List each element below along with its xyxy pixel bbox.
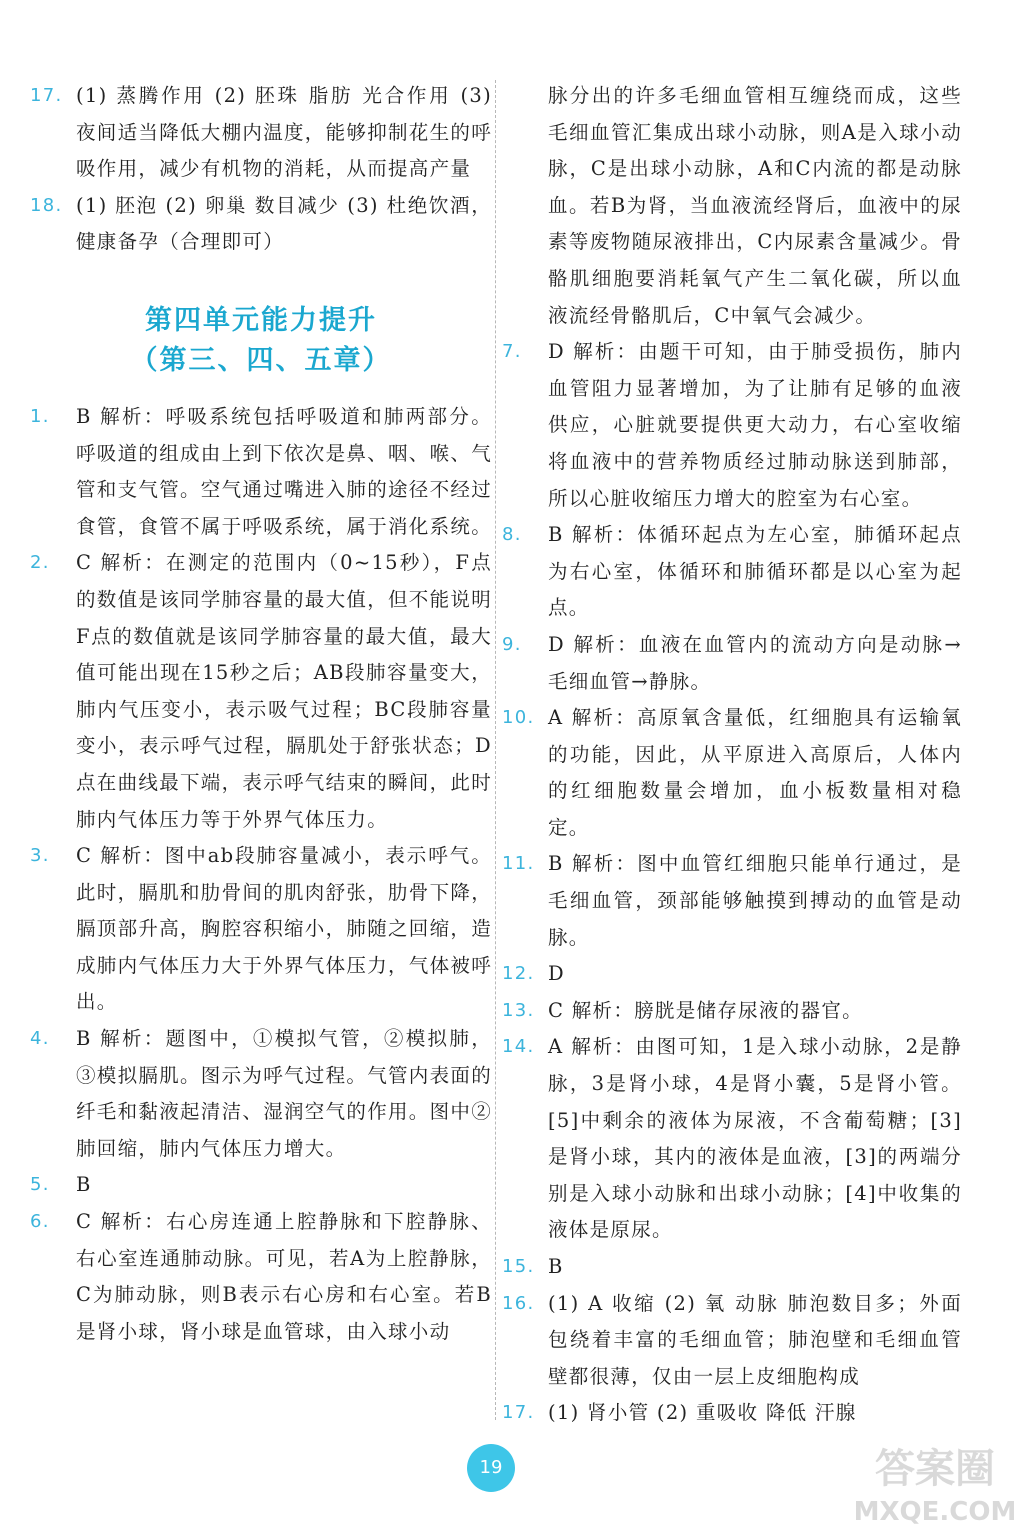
answer-item — [30, 1167, 492, 1204]
answer-item — [502, 517, 962, 627]
item-number: 4. — [30, 1028, 50, 1050]
answer-item — [502, 1029, 962, 1249]
answer-item — [30, 545, 492, 838]
item-number: 15. — [502, 1256, 535, 1277]
column-divider — [495, 80, 496, 1420]
item-text: B 解析：图中血管红细胞只能单行通过，是毛细血管，颈部能够触摸到搏动的血管是动脉。 — [548, 852, 962, 949]
item-text: B 解析：呼吸系统包括呼吸道和肺两部分。呼吸道的组成由上到下依次是鼻、咽、喉、气管和支气管。空气通过嘴进入肺的途径不经过食管，食管不属于呼吸系统，属于消化系统。 — [76, 404, 493, 538]
item-number: 18. — [30, 194, 63, 216]
item-text: C 解析：膀胱是储存尿液的器官。 — [548, 998, 863, 1022]
item-number: 6. — [30, 1211, 50, 1233]
answer-item — [502, 956, 962, 993]
item-text: A 解析：由图可知，1是入球小动脉，2是静脉，3是肾小球，4是肾小囊，5是肾小管。[5]中剩余的液体为尿液，不含葡萄糖；[3]是肾小球，其内的液体是血液，[3]的两端分别是入球小动脉和出球小动脉；[4]中收集的液体是原尿。 — [548, 1035, 962, 1242]
watermark-text: 答案圈 — [875, 1446, 995, 1492]
item-number: 9. — [502, 633, 522, 655]
item-text: B — [76, 1173, 92, 1197]
item-number: 2. — [30, 552, 50, 574]
answer-item — [502, 1286, 962, 1396]
item-number: 1. — [30, 405, 50, 427]
item-text: A 解析：高原氧含量低，红细胞具有运输氧的功能，因此，从平原进入高原后，人体内的红细胞数量会增加，血小板数量相对稳定。 — [548, 706, 962, 839]
page-number: 19 — [467, 1444, 515, 1492]
item-number: 12. — [502, 963, 535, 985]
item-number: 7. — [502, 341, 522, 363]
item-number: 3. — [30, 845, 50, 867]
item-text: B 解析：题图中，①模拟气管，②模拟肺，③模拟膈肌。图示为呼气过程。气管内表面的纤毛和黏液起清洁、湿润空气的作用。图中②肺回缩，肺内气体压力增大。 — [76, 1027, 493, 1160]
item-text: (1) A 收缩 (2) 氧 动脉 肺泡数目多；外面包绕着丰富的毛细血管；肺泡壁和毛细血管壁都很薄，仅由一层上皮细胞构成 — [548, 1291, 962, 1388]
answer-item — [30, 188, 492, 261]
item-number: 5. — [30, 1174, 50, 1196]
answer-item — [30, 1021, 492, 1167]
answer-item — [30, 838, 492, 1021]
item-number: 11. — [502, 853, 535, 875]
answer-item — [30, 78, 492, 188]
item-text: B — [548, 1255, 564, 1278]
item-number: 10. — [502, 707, 535, 729]
item-text: C 解析：图中ab段肺容量减小，表示呼气。此时，膈肌和肋骨间的肌肉舒张，肋骨下降，膈顶部升高，胸腔容积缩小，肺随之回缩，造成肺内气体压力大于外界气体压力，气体被呼出。 — [76, 844, 493, 1014]
right-column — [502, 78, 962, 1432]
item-text: D 解析：由题干可知，由于肺受损伤，肺内血管阻力显著增加，为了让肺有足够的血液供应，心脏就要提供更大动力，右心室收缩将血液中的营养物质经过肺动脉送到肺部，所以心脏收缩压力增大的腔室为右心室。 — [548, 340, 962, 510]
item-text: D — [548, 962, 565, 986]
section-title: 第四单元能力提升 — [145, 304, 377, 336]
answer-item — [30, 1204, 492, 1350]
answer-item — [502, 334, 962, 517]
item-number: 17. — [30, 85, 63, 106]
answer-item — [502, 993, 962, 1030]
item-number: 16. — [502, 1292, 535, 1314]
item-text: B 解析：体循环起点为左心室，肺循环起点为右心室，体循环和肺循环都是以心室为起点。 — [548, 523, 962, 620]
answer-item — [502, 1395, 962, 1432]
item-text: (1) 胚泡 (2) 卵巢 数目减少 (3) 杜绝饮酒，健康备孕（合理即可） — [76, 193, 492, 254]
item-text: (1) 蒸腾作用 (2) 胚珠 脂肪 光合作用 (3) 夜间适当降低大棚内温度，能够抑制花生的呼吸作用，减少有机物的消耗，从而提高产量 — [76, 84, 493, 181]
answer-item — [502, 846, 962, 956]
item-text: D 解析：血液在血管内的流动方向是动脉→毛细血管→静脉。 — [548, 632, 962, 693]
section-subtitle: （第三、四、五章） — [130, 344, 392, 376]
left-column — [30, 78, 492, 1350]
item-number: 8. — [502, 524, 522, 546]
answer-item — [30, 399, 492, 545]
item-number: 17. — [502, 1402, 535, 1424]
watermark-url: MXQE.COM — [853, 1497, 1017, 1527]
answer-item — [502, 700, 962, 846]
item-text: C 解析：右心房连通上腔静脉和下腔静脉、右心室连通肺动脉。可见，若A为上腔静脉，C为肺动脉，则B表示右心房和右心室。若B是肾小球，肾小球是血管球，由入球小动 — [76, 1210, 492, 1343]
item-number: 14. — [502, 1036, 535, 1058]
answer-item — [502, 627, 962, 700]
continued-text: 脉分出的许多毛细血管相互缠绕而成，这些毛细血管汇集成出球小动脉，则A是入球小动脉，C是出球小动脉，A和C内流的都是动脉血。若B为肾，当血液流经肾后，血液中的尿素等废物随尿液排出，C内尿素含量减少。骨骼肌细胞要消耗氧气产生二氧化碳，所以血液流经骨骼肌后，C中氧气会减少。 — [548, 84, 962, 327]
item-text: C 解析：在测定的范围内（0~15秒），F点的数值是该同学肺容量的最大值，但不能说明F点的数值就是该同学肺容量的最大值，最大值可能出现在15秒之后；AB段肺容量变大，肺内气压变小，表示吸气过程；BC段肺容量变小，表示呼气过程，膈肌处于舒张状态；D点在曲线最下端，表示呼气结束的瞬间，此时肺内气体压力等于外界气体压力。 — [76, 551, 493, 831]
item-number: 13. — [502, 999, 535, 1021]
watermark-logo — [840, 1432, 1030, 1532]
item-text: (1) 肾小管 (2) 重吸收 降低 汗腺 — [548, 1401, 857, 1425]
answer-item — [502, 1249, 962, 1286]
